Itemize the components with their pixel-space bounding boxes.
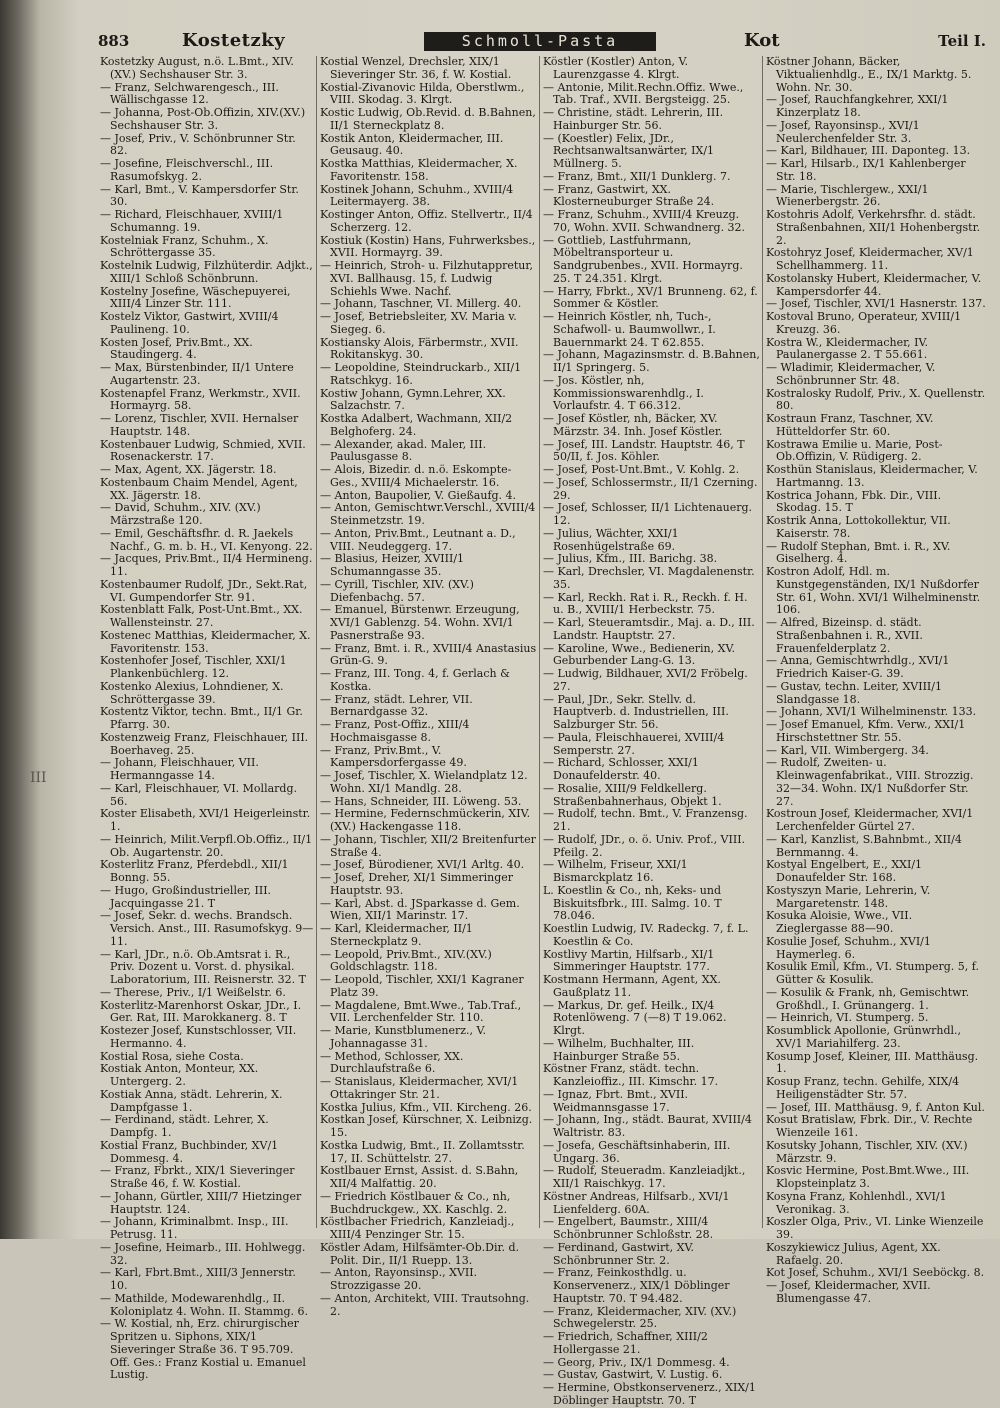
directory-entry: — Paula, Fleischhauerei, XVIII/4 Semperstr. 27. bbox=[543, 730, 725, 757]
directory-entry: Kostka Ludwig, Bmt., II. Zollamtsstr. 17, II. Schüttelstr. 27. bbox=[320, 1138, 525, 1165]
directory-entry: Kosterlitz-Marenhorst Oskar, JDr., I. Ger. Rat, III. Marokkanerg. 8. T bbox=[100, 998, 302, 1025]
directory-entry: — Karl, Bmt., V. Kampersdorfer Str. 30. bbox=[100, 182, 299, 209]
directory-entry: — Anton, Gemischtwr.Verschl., XVIII/4 Steinmetzstr. 19. bbox=[320, 501, 536, 527]
directory-entry: Kosuka Aloisie, Wwe., VII. Zieglergasse 88—90. bbox=[766, 909, 913, 935]
directory-entry: Kostentz Viktor, techn. Bmt., II/1 Gr. Pfarrg. 30. bbox=[100, 705, 303, 731]
directory-entry: Kostyszyn Marie, Lehrerin, V. Margaretenstr. 148. bbox=[766, 883, 931, 910]
advertising-banner: Schmoll-Pasta bbox=[424, 32, 656, 51]
directory-entry: Kostinek Johann, Schuhm., XVIII/4 Leitermayerg. 38. bbox=[320, 182, 514, 209]
directory-entry: — Rudolf Stephan, Bmt. i. R., XV. Giselherg. 4. bbox=[766, 539, 951, 566]
directory-entry: — Ignaz, Fbrt. Bmt., XVII. Weidmannsgasse 17. bbox=[543, 1087, 689, 1114]
directory-entry: Kostraun Franz, Taschner, XV. Hütteldorfer Str. 60. bbox=[766, 412, 934, 438]
directory-entry: — Josef, Rayonsinsp., XVI/1 Neulerchenfelder Str. 3. bbox=[766, 118, 920, 145]
directory-entry: — Josef, Schlosser, II/1 Lichtenauerg. 12. bbox=[543, 501, 753, 527]
directory-entry: — Josef, Rauchfangkehrer, XXI/1 Kinzerplatz 18. bbox=[766, 93, 949, 119]
directory-entry: — Max, Bürstenbinder, II/1 Untere Augartenstr. 23. bbox=[100, 361, 294, 387]
directory-entry: — Franz, Fbrkt., XIX/1 Sieveringer Straße 46, f. W. Kostial. bbox=[100, 1164, 295, 1190]
directory-entry: L. Koestlin & Co., nh, Keks- und Biskuitsfbrk., III. Salmg. 10. T 78.046. bbox=[543, 883, 722, 923]
directory-entry: — Karl, Abst. d. JSparkasse d. Gem. Wien, XII/1 Marinstr. 17. bbox=[320, 896, 520, 923]
directory-entry: — Karl, JDr., n.ö. Ob.Amtsrat i. R., Priv. Dozent u. Vorst. d. physikal. Laboratorium, III. Reisnerstr. 32. T bbox=[100, 947, 306, 986]
directory-entry: — Emil, Geschäftsfhr. d. R. Jaekels Nachf., G. m. b. H., VI. Kenyong. 22. bbox=[100, 526, 313, 553]
directory-entry: — Johann, Kriminalbmt. Insp., III. Petrusg. 11. bbox=[100, 1215, 289, 1241]
directory-entry: Kostoval Bruno, Operateur, XVIII/1 Kreuzg. 36. bbox=[766, 310, 962, 336]
directory-entry: — Leopold, Priv.Bmt., XIV.(XV.) Goldschlagstr. 118. bbox=[320, 947, 492, 974]
directory-entry: — Richard, Schlosser, XXI/1 Donaufelderstr. 40. bbox=[543, 756, 699, 782]
directory-entry: — Josef, Post-Unt.Bmt., V. Kohlg. 2. bbox=[543, 463, 740, 476]
directory-entry: Kostohryz Josef, Kleidermacher, XV/1 Schellhammerg. 11. bbox=[766, 246, 974, 272]
directory-entry: — Josef Emanuel, Kfm. Verw., XXI/1 Hirschstettner Str. 55. bbox=[766, 718, 966, 744]
directory-entry: — Gustav, techn. Leiter, XVIII/1 Slandgasse 18. bbox=[766, 679, 942, 706]
left-guide-word: Kostetzky bbox=[182, 30, 286, 51]
directory-entry: Kostolansky Hubert, Kleidermacher, V. Kampersdorfer 44. bbox=[766, 271, 982, 298]
directory-entry: Kostrawa Emilie u. Marie, Post-Ob.Offizin, V. Rüdigerg. 2. bbox=[766, 437, 943, 464]
directory-entry: — Johann, Fleischhauer, VII. Hermanngasse 14. bbox=[100, 756, 259, 782]
directory-entry: — Karl, Bildhauer, III. Daponteg. 13. bbox=[766, 144, 971, 158]
directory-entry: — Anton, Priv.Bmt., Leutnant a. D., VIII. Neudeggerg. 17. bbox=[320, 526, 516, 553]
directory-entry: — Alfred, Bizeinsp. d. städt. Straßenbahnen i. R., XVII. Frauenfelderplatz 2. bbox=[766, 616, 923, 655]
directory-entry: — Jos. Köstler, nh, Kommissionswarenhdlg., I. Vorlaufstr. 4. T 66.312. bbox=[543, 373, 704, 413]
directory-entry: Kostiansky Alois, Färbermstr., XVII. Rokitanskyg. 30. bbox=[320, 335, 519, 362]
directory-entry: — Richard, Fleischhauer, XVIII/1 Schumanng. 19. bbox=[100, 208, 284, 234]
directory-entry: — Wladimir, Kleidermacher, V. Schönbrunner Str. 48. bbox=[766, 361, 936, 387]
directory-entry: — Josef, III. Landstr. Hauptstr. 46, T 50/II, f. Jos. Köhler. bbox=[543, 437, 745, 464]
directory-entry: Kosup Franz, techn. Gehilfe, XIX/4 Heiligenstädter Str. 57. bbox=[766, 1075, 960, 1101]
directory-entry: — Josef, Bürodiener, XVI/1 Arltg. 40. bbox=[320, 858, 525, 872]
directory-entry: — Hermine, Obstkonservenerz., XIX/1 Döblinger Hauptstr. 70. T bbox=[543, 1381, 756, 1407]
directory-entry: — Franz, städt. Lehrer, VII. Bernardgasse 32. bbox=[320, 692, 473, 719]
directory-entry: — Rudolf, Zweiten- u. Kleinwagenfabrikat., VIII. Strozzig. 32—34. Wohn. IX/1 Nußdorfer Str. 27. bbox=[766, 756, 974, 808]
directory-entry: — Franz, Priv.Bmt., V. Kampersdorfergasse 49. bbox=[320, 743, 467, 770]
directory-entry: Kostelny Josefine, Wäschepuyerei, XIII/4 Linzer Str. 111. bbox=[100, 284, 291, 311]
directory-entry: Kostelnik Ludwig, Filzhüterdir. Adjkt., XIII/1 Schloß Schönbrunn. bbox=[100, 259, 313, 285]
directory-entry: — Mathilde, Modewarenhdlg., II. Koloniplatz 4. Wohn. II. Stammg. 6. bbox=[100, 1291, 309, 1318]
directory-entry: Kostic Ludwig, Ob.Revid. d. B.Bahnen, II/1 Sterneckplatz 8. bbox=[320, 106, 536, 132]
directory-entry: Kostiuk (Kostin) Hans, Fuhrwerksbes., XVII. Hormayrg. 39. bbox=[320, 233, 536, 260]
directory-entry: Köstner Franz, städt. techn. Kanzleioffiz., III. Kimschr. 17. bbox=[543, 1062, 719, 1088]
directory-entry: — Franz, III. Tong. 4, f. Gerlach & Kostka. bbox=[320, 667, 510, 693]
directory-entry: — Franz, Schuhm., XVIII/4 Kreuzg. 70, Wohn. XVII. Schwandnerg. 32. bbox=[543, 208, 746, 234]
directory-entry: — Karl, Hilsarb., IX/1 Kahlenberger Str. 18. bbox=[766, 157, 966, 183]
directory-entry: — Karoline, Wwe., Bedienerin, XV. Geburbender Lang-G. 13. bbox=[543, 641, 735, 668]
directory-entry: — Paul, JDr., Sekr. Stellv. d. Hauptverb. d. Industriellen, III. Salzburger Str. 56. bbox=[543, 692, 729, 731]
directory-entry: Kostiak Anna, städt. Lehrerin, X. Dampfgasse 1. bbox=[100, 1087, 283, 1114]
directory-entry: — Antonie, Milit.Rechn.Offiz. Wwe., Tab. Traf., XVII. Bergsteigg. 25. bbox=[543, 80, 744, 107]
directory-entry: — Anna, Gemischtwrhdlg., XVI/1 Friedrich Kaiser-G. 39. bbox=[766, 654, 950, 680]
directory-entry: — Leopoldine, Steindruckarb., XII/1 Ratschkyg. 16. bbox=[320, 361, 522, 387]
directory-entry: — Cyrill, Tischler, XIV. (XV.) Diefenbachg. 57. bbox=[320, 577, 474, 604]
directory-entry: — Ferdinand, Gastwirt, XV. Schönbrunner Str. 2. bbox=[543, 1240, 694, 1267]
directory-entry: Kostlivy Martin, Hilfsarb., XI/1 Simmeringer Hauptstr. 177. bbox=[543, 947, 715, 974]
directory-entry: Kosumblick Apollonie, Grünwrhdl., XV/1 Mariahilferg. 23. bbox=[766, 1024, 962, 1050]
directory-entry: — Heinrich, Milit.Verpfl.Ob.Offiz., II/1 Ob. Augartenstr. 20. bbox=[100, 832, 313, 859]
directory-entry: — Josef, Tischler, XVI/1 Hasnerstr. 137. bbox=[766, 297, 986, 311]
directory-entry: Kosterlitz Franz, Pferdebdl., XII/1 Bonng. 55. bbox=[100, 858, 289, 884]
column-divider bbox=[539, 56, 540, 1228]
directory-entry: — Gottlieb, Lastfuhrmann, Möbeltransporteur u. Sandgrubenbes., XVII. Hormayrg. 25. T 24.351. Klrgt. bbox=[543, 233, 743, 285]
directory-entry: Kostka Adalbert, Wachmann, XII/2 Belghoferg. 24. bbox=[320, 412, 513, 438]
directory-entry: — Ferdinand, städt. Lehrer, X. Dampfg. 1. bbox=[100, 1113, 269, 1139]
directory-entry: Kostron Adolf, Hdl. m. Kunstgegenständen, IX/1 Nußdorfer Str. 61, Wohn. XVI/1 Wilhelminenstr. 106. bbox=[766, 565, 981, 617]
directory-entry: — Franz, Bmt. i. R., XVIII/4 Anastasius Grün-G. 9. bbox=[320, 641, 537, 668]
directory-entry: — Markus, Dr. gef. Heilk., IX/4 Rotenlöweng. 7 (—8) T 19.062. Klrgt. bbox=[543, 998, 727, 1037]
directory-entry: Kostenbaumer Rudolf, JDr., Sekt.Rat, VI. Gumpendorfer Str. 91. bbox=[100, 577, 308, 604]
directory-entry: Kostenec Matthias, Kleidermacher, X. Favoritenstr. 153. bbox=[100, 628, 311, 655]
directory-entry: — Alois, Bizedir. d. n.ö. Eskompte-Ges., XVIII/4 Michaelerstr. 16. bbox=[320, 463, 512, 489]
directory-column-2 bbox=[320, 55, 537, 1318]
directory-entry: Kosthün Stanislaus, Kleidermacher, V. Hartmanng. 13. bbox=[766, 463, 978, 489]
directory-entry: Kosulie Josef, Schuhm., XVI/1 Haymerleg. 6. bbox=[766, 934, 931, 961]
directory-entry: — Stanislaus, Kleidermacher, XVI/1 Ottakringer Str. 21. bbox=[320, 1075, 519, 1101]
directory-column-1 bbox=[100, 55, 314, 1382]
directory-entry: Kostenzweig Franz, Fleischhauer, III. Boerhaveg. 25. bbox=[100, 730, 309, 757]
directory-entry: Kostlbauer Ernst, Assist. d. S.Bahn, XII/4 Malfattig. 20. bbox=[320, 1164, 519, 1190]
directory-entry: — Josef, Priv., V. Schönbrunner Str. 82. bbox=[100, 131, 296, 158]
directory-entry: Kosump Josef, Kleiner, III. Matthäusg. 1. bbox=[766, 1049, 979, 1076]
directory-entry: — Josef, III. Matthäusg. 9, f. Anton Kul. bbox=[766, 1100, 985, 1114]
directory-entry: — Franz, Post-Offiz., XIII/4 Hochmaisgasse 8. bbox=[320, 718, 470, 744]
directory-entry: — Marie, Kunstblumenerz., V. Johannagasse 31. bbox=[320, 1024, 487, 1050]
directory-entry: Köstner Johann, Bäcker, Viktualienhdlg., E., IX/1 Marktg. 5. Wohn. Nr. 30. bbox=[766, 55, 972, 94]
directory-entry: — Christine, städt. Lehrerin, III. Hainburger Str. 56. bbox=[543, 106, 724, 132]
directory-entry: Köstler Adam, Hilfsämter-Ob.Dir. d. Polit. Dir., II/1 Ruepp. 13. bbox=[320, 1240, 520, 1267]
directory-entry: — Wilhelm, Buchhalter, III. Hainburger Straße 55. bbox=[543, 1036, 695, 1063]
directory-entry: — Anton, Baupolier, V. Gießaufg. 4. bbox=[320, 488, 517, 502]
directory-entry: Kostiak Anton, Monteur, XX. Untergerg. 2. bbox=[100, 1062, 259, 1088]
directory-entry: Kostrica Johann, Fbk. Dir., VIII. Skodag. 15. T bbox=[766, 488, 942, 515]
directory-entry: — Method, Schlosser, XX. Durchlaufstraße 6. bbox=[320, 1049, 464, 1076]
directory-entry: — Franz, Kleidermacher, XIV. (XV.) Schwegelerstr. 25. bbox=[543, 1304, 737, 1331]
directory-entry: — Karl, Fbrt.Bmt., XIII/3 Jennerstr. 10. bbox=[100, 1266, 296, 1292]
directory-entry: Kostetzky August, n.ö. L.Bmt., XIV. (XV.) Sechshauser Str. 3. bbox=[100, 55, 294, 81]
directory-entry: — Julius, Wächter, XXI/1 Rosenhügelstraße 69. bbox=[543, 526, 679, 553]
directory-entry: — W. Kostial, nh, Erz. chirurgischer Spritzen u. Siphons, XIX/1 Sieveringer Straße 36. T 95.709. Off. Ges.: Franz Kostial u. Emanuel Lustig. bbox=[100, 1317, 306, 1382]
directory-entry: — (Koestler) Felix, JDr., Rechtsanwaltsanwärter, IX/1 Müllnerg. 5. bbox=[543, 131, 715, 170]
directory-entry: — Josef, Betriebsleiter, XV. Maria v. Siegeg. 6. bbox=[320, 310, 517, 336]
directory-entry: Kostmann Hermann, Agent, XX. Gaußplatz 11. bbox=[543, 973, 721, 999]
directory-entry: — Rudolf, techn. Bmt., V. Franzensg. 21. bbox=[543, 807, 748, 833]
directory-entry: — Karl, Drechsler, VI. Magdalenenstr. 35. bbox=[543, 565, 755, 591]
directory-entry: Kostohris Adolf, Verkehrsfhr. d. städt. Straßenbahnen, XII/1 Hohenbergstr. 2. bbox=[766, 208, 981, 247]
directory-entry: Kostenblatt Falk, Post-Unt.Bmt., XX. Wallensteinstr. 27. bbox=[100, 603, 303, 629]
directory-entry: — Leopold, Tischler, XXI/1 Kagraner Platz 39. bbox=[320, 973, 524, 999]
directory-entry: — Heinrich, Stroh- u. Filzhutappretur, XVI. Ballhausg. 15, f. Ludwig Schiehls Wwe. Nachf. bbox=[320, 259, 533, 298]
directory-entry: — Julius, Kfm., III. Barichg. 38. bbox=[543, 552, 718, 566]
directory-entry: — Karl, Steueramtsdir., Maj. a. D., III. Landstr. Hauptstr. 27. bbox=[543, 616, 755, 642]
directory-entry: — Hugo, Großindustrieller, III. Jacquingasse 21. T bbox=[100, 883, 272, 910]
directory-entry: — Marie, Tischlergew., XXI/1 Wienerbergstr. 26. bbox=[766, 182, 929, 209]
directory-entry: — Karl, Fleischhauer, VI. Mollardg. 56. bbox=[100, 781, 297, 808]
directory-entry: — Karl, Kanzlist, S.Bahnbmt., XII/4 Bernmanng. 4. bbox=[766, 832, 962, 859]
directory-entry: — Blasius, Heizer, XVIII/1 Schumanngasse 35. bbox=[320, 552, 465, 578]
directory-entry: — Johann, Taschner, VI. Millerg. 40. bbox=[320, 297, 522, 311]
directory-entry: Koszler Olga, Priv., VI. Linke Wienzeile 39. bbox=[766, 1215, 984, 1241]
directory-entry: Kosutsky Johann, Tischler, XIV. (XV.) Märzstr. 9. bbox=[766, 1138, 968, 1165]
directory-entry: Koestlin Ludwig, IV. Radeckg. 7, f. L. Koestlin & Co. bbox=[543, 922, 749, 948]
directory-entry: — Rosalie, XIII/9 Feldkellerg. Straßenbahnerhaus, Objekt 1. bbox=[543, 781, 722, 808]
directory-entry: Kosut Bratislaw, Fbrk. Dir., V. Rechte Wienzeile 161. bbox=[766, 1113, 973, 1139]
directory-entry: Kosyna Franz, Kohlenhdl., XVI/1 Veronikag. 3. bbox=[766, 1189, 947, 1216]
directory-entry: Kostroun Josef, Kleidermacher, XVI/1 Lerchenfelder Gürtel 27. bbox=[766, 807, 974, 833]
directory-entry: — Josefine, Fleischverschl., III. Rasumofskyg. 2. bbox=[100, 157, 274, 183]
directory-entry: — Franz, Selchwarengesch., III. Wällischgasse 12. bbox=[100, 80, 279, 107]
directory-entry: — Hans, Schneider, III. Löweng. 53. bbox=[320, 794, 522, 808]
directory-entry: — Johann, Tischler, XII/2 Breitenfurter Straße 4. bbox=[320, 832, 536, 859]
directory-entry: — Hermine, Federnschmückerin, XIV. (XV.) Hackengasse 118. bbox=[320, 807, 531, 833]
directory-entry: — Therese, Priv., I/1 Weißelstr. 6. bbox=[100, 985, 286, 999]
directory-column-3 bbox=[543, 55, 760, 1407]
directory-entry: — Harry, Fbrkt., XV/1 Brunneng. 62, f. Sommer & Köstler. bbox=[543, 284, 758, 311]
directory-entry: Kostial-Zivanovic Hilda, Oberstlwm., VIII. Skodag. 3. Klrgt. bbox=[320, 80, 525, 107]
directory-entry: Kostyal Engelbert, E., XXI/1 Donaufelder Str. 168. bbox=[766, 858, 923, 884]
directory-entry: — Emanuel, Bürstenwr. Erzeugung, XVI/1 Gablenzg. 54. Wohn. XVI/1 Pasnerstraße 93. bbox=[320, 603, 520, 642]
directory-entry: — Franz, Feinkosthdlg. u. Konservenerz., XIX/1 Döblinger Hauptstr. 70. T 94.482. bbox=[543, 1266, 730, 1305]
directory-entry: — Anton, Architekt, VIII. Trautsohng. 2. bbox=[320, 1291, 530, 1318]
directory-entry: Koster Elisabeth, XVI/1 Heigerleinstr. 1. bbox=[100, 807, 311, 833]
directory-entry: — Johanna, Post-Ob.Offizin, XIV.(XV.) Sechshauser Str. 3. bbox=[100, 106, 306, 132]
part-label: Teil I. bbox=[938, 32, 986, 50]
directory-entry: — Johann, Magazinsmstr. d. B.Bahnen, II/1 Springerg. 5. bbox=[543, 348, 760, 374]
directory-entry: — Josef, Tischler, X. Wielandplatz 12. Wohn. XI/1 Mandlg. 28. bbox=[320, 769, 528, 795]
directory-entry: — Gustav, Gastwirt, V. Lustig. 6. bbox=[543, 1368, 723, 1382]
directory-entry: Kostenapfel Franz, Werkmstr., XVII. Hormayrg. 58. bbox=[100, 386, 301, 413]
directory-entry: Kostik Anton, Kleidermacher, III. Geusaug. 40. bbox=[320, 131, 504, 158]
directory-entry: Kosten Josef, Priv.Bmt., XX. Staudingerg. 4. bbox=[100, 335, 253, 362]
directory-entry: Kostra W., Kleidermacher, IV. Paulanergasse 2. T 55.661. bbox=[766, 335, 929, 362]
directory-entry: — Lorenz, Tischler, XVII. Hernalser Hauptstr. 148. bbox=[100, 412, 299, 438]
directory-entry: — Magdalene, Bmt.Wwe., Tab.Traf., VII. Lerchenfelder Str. 110. bbox=[320, 998, 522, 1025]
directory-entry: — Johann, Gürtler, XIII/7 Hietzinger Hauptstr. 124. bbox=[100, 1189, 302, 1216]
directory-entry: — Rudolf, JDr., o. ö. Univ. Prof., VIII. Pfeilg. 2. bbox=[543, 832, 746, 859]
page-number: 883 bbox=[98, 32, 130, 50]
directory-entry: — David, Schuhm., XIV. (XV.) Märzstraße 120. bbox=[100, 501, 261, 527]
directory-entry: Kosulik Emil, Kfm., VI. Stumperg. 5, f. Gütter & Kosulik. bbox=[766, 960, 979, 986]
directory-entry: — Johann, XVI/1 Wilhelminenstr. 133. bbox=[766, 705, 977, 719]
directory-entry: — Friedrich Köstlbauer & Co., nh, Buchdruckgew., XX. Kaschlg. 2. bbox=[320, 1189, 511, 1216]
directory-entry: Kostezer Josef, Kunstschlosser, VII. Hermanno. 4. bbox=[100, 1024, 297, 1050]
directory-entry: Kostial Franz, Buchbinder, XV/1 Dommesg. 4. bbox=[100, 1138, 279, 1165]
directory-columns bbox=[100, 55, 986, 1407]
directory-entry: — Karl, Kleidermacher, II/1 Sterneckplatz 9. bbox=[320, 922, 473, 948]
directory-entry: Kostinger Anton, Offiz. Stellvertr., II/4 Scherzerg. 12. bbox=[320, 208, 533, 234]
directory-entry: — Franz, Gastwirt, XX. Klosterneuburger Straße 24. bbox=[543, 182, 715, 209]
page-header bbox=[98, 30, 986, 56]
directory-entry: Kostenko Alexius, Lohndiener, X. Schröttergasse 39. bbox=[100, 679, 284, 706]
directory-entry: — Karl, VII. Wimbergerg. 34. bbox=[766, 743, 929, 757]
directory-entry: — Johann, Ing., städt. Baurat, XVIII/4 Waltristr. 83. bbox=[543, 1113, 752, 1139]
directory-entry: Kostial Rosa, siehe Costa. bbox=[100, 1049, 244, 1063]
directory-entry: Kostenhofer Josef, Tischler, XXI/1 Plankenbüchlerg. 12. bbox=[100, 654, 287, 680]
directory-entry: — Franz, Bmt., XII/1 Dunklerg. 7. bbox=[543, 169, 731, 183]
directory-entry: — Engelbert, Baumstr., XIII/4 Schönbrunner Schloßstr. 28. bbox=[543, 1215, 714, 1241]
directory-entry: — Rudolf, Steueradm. Kanzleiadjkt., XII/1 Raischkyg. 17. bbox=[543, 1164, 746, 1190]
directory-entry: Kostrik Anna, Lottokollektur, VII. Kaiserstr. 78. bbox=[766, 514, 951, 540]
directory-entry: — Kosulik & Frank, nh, Gemischtwr. Großhdl., I. Grünangerg. 1. bbox=[766, 985, 970, 1012]
directory-entry: Kostenbauer Ludwig, Schmied, XVII. Rosenackerstr. 17. bbox=[100, 437, 306, 464]
directory-entry: Kostiw Johann, Gymn.Lehrer, XX. Salzachstr. 7. bbox=[320, 386, 506, 413]
directory-entry: — Heinrich Köstler, nh, Tuch-, Schafwoll- u. Baumwollwr., I. Bauernmarkt 24. T 62.855. bbox=[543, 310, 716, 349]
directory-entry: Kostenbaum Chaim Mendel, Agent, XX. Jägerstr. 18. bbox=[100, 475, 298, 502]
directory-entry: — Wilhelm, Friseur, XXI/1 Bismarckplatz 16. bbox=[543, 858, 688, 884]
directory-entry: Kostralosky Rudolf, Priv., X. Quellenstr. 80. bbox=[766, 386, 986, 413]
directory-entry: — Josef, Kleidermacher, XVII. Blumengasse 47. bbox=[766, 1279, 931, 1305]
directory-entry: Köstlbacher Friedrich, Kanzleiadj., XIII/4 Penzinger Str. 15. bbox=[320, 1215, 515, 1241]
directory-entry: — Georg, Priv., IX/1 Dommesg. 4. bbox=[543, 1355, 730, 1369]
directory-entry: Köstler (Kostler) Anton, V. Laurenzgasse 4. Klrgt. bbox=[543, 55, 689, 81]
directory-entry: Kot Josef, Schuhm., XVI/1 Seeböckg. 8. bbox=[766, 1266, 985, 1280]
directory-entry: — Ludwig, Bildhauer, XVI/2 Fröbelg. 27. bbox=[543, 667, 748, 693]
directory-entry: Kostelz Viktor, Gastwirt, XVIII/4 Paulineng. 10. bbox=[100, 310, 279, 336]
directory-entry: Koszykiewicz Julius, Agent, XX. Rafaelg. 20. bbox=[766, 1240, 941, 1267]
directory-entry: Kostial Wenzel, Drechsler, XIX/1 Sieveringer Str. 36, f. W. Kostial. bbox=[320, 55, 512, 81]
directory-entry: — Josef, Dreher, XI/1 Simmeringer Hauptstr. 93. bbox=[320, 871, 514, 897]
directory-entry: Köstner Andreas, Hilfsarb., XVI/1 Lienfelderg. 60A. bbox=[543, 1189, 730, 1216]
directory-entry: — Alexander, akad. Maler, III. Paulusgasse 8. bbox=[320, 437, 487, 464]
directory-entry: Kostelniak Franz, Schuhm., X. Schröttergasse 35. bbox=[100, 233, 269, 260]
directory-entry: — Heinrich, VI. Stumperg. 5. bbox=[766, 1011, 929, 1025]
directory-entry: — Jacques, Priv.Bmt., II/4 Hermineng. 11. bbox=[100, 552, 313, 578]
directory-entry: Kostka Matthias, Kleidermacher, X. Favoritenstr. 158. bbox=[320, 157, 518, 183]
directory-entry: — Josef, Schlossermstr., II/1 Czerning. 29. bbox=[543, 475, 758, 502]
directory-entry: — Josef, Sekr. d. wechs. Brandsch. Versich. Anst., III. Rasumofskyg. 9—11. bbox=[100, 909, 314, 948]
directory-entry: — Friedrich, Schaffner, XIII/2 Hollergasse 21. bbox=[543, 1330, 708, 1356]
column-divider bbox=[762, 56, 763, 1228]
column-divider bbox=[316, 56, 317, 1228]
directory-entry: — Max, Agent, XX. Jägerstr. 18. bbox=[100, 463, 277, 476]
directory-entry: Kostkan Josef, Kürschner, X. Leibnizg. 15. bbox=[320, 1113, 533, 1139]
directory-entry: — Josefa, Geschäftsinhaberin, III. Ungarg. 36. bbox=[543, 1138, 731, 1165]
margin-mark: III bbox=[30, 770, 47, 786]
directory-entry: — Josef Köstler, nh, Bäcker, XV. Märzstr. 34. Inh. Josef Köstler. bbox=[543, 412, 723, 438]
directory-entry: Kostka Julius, Kfm., VII. Kircheng. 26. bbox=[320, 1100, 532, 1114]
directory-entry: — Karl, Reckh. Rat i. R., Reckh. f. H. u. B., XVIII/1 Herbeckstr. 75. bbox=[543, 590, 748, 617]
directory-entry: — Anton, Rayonsinsp., XVII. Strozzigasse 20. bbox=[320, 1266, 478, 1292]
directory-entry: — Josefine, Heimarb., III. Hohlwegg. 32. bbox=[100, 1240, 306, 1267]
right-guide-word: Kot bbox=[744, 30, 780, 51]
directory-entry: Kosvic Hermine, Post.Bmt.Wwe., III. Klopsteinplatz 3. bbox=[766, 1164, 970, 1190]
directory-column-4 bbox=[766, 55, 986, 1305]
